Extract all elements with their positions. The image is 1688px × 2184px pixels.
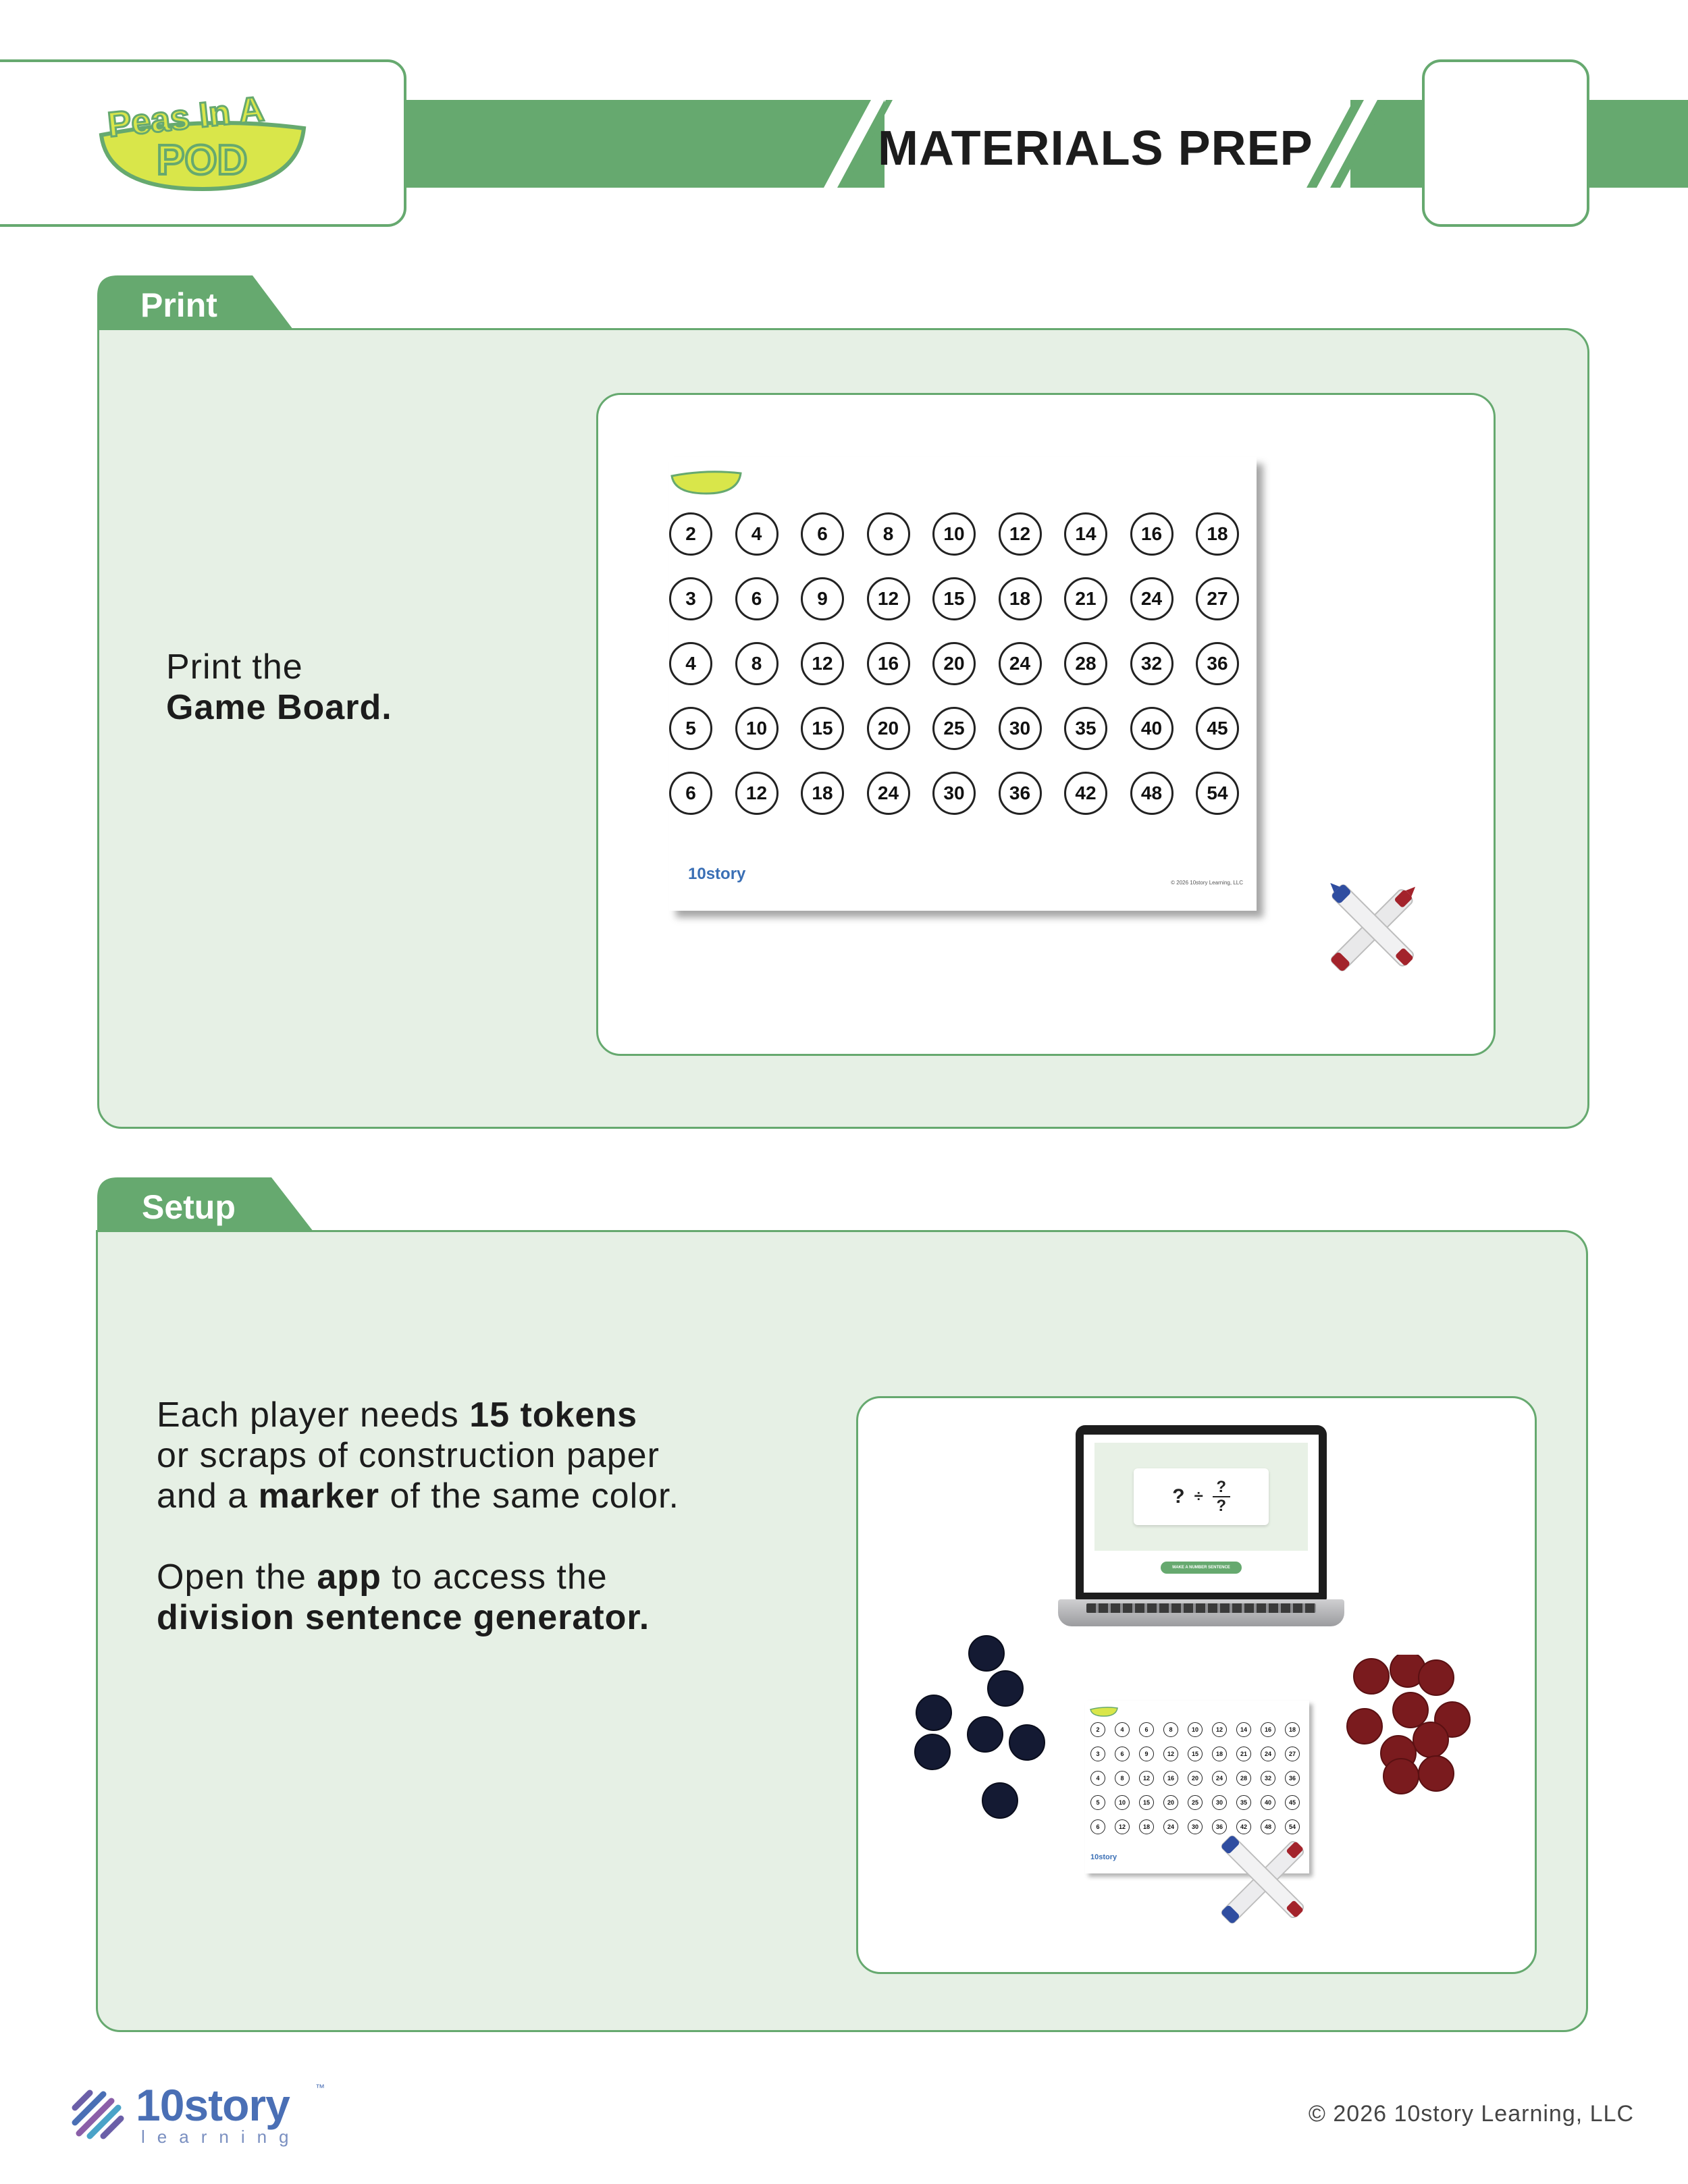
board-cell: 8 <box>867 512 910 556</box>
logo-text-bottom: POD <box>157 137 248 184</box>
footer-brand: 10story <box>136 2080 290 2130</box>
board-cell: 10 <box>1188 1722 1203 1737</box>
make-sentence-button[interactable]: MAKE A NUMBER SENTENCE <box>1161 1562 1242 1574</box>
board-cell: 12 <box>801 642 844 685</box>
print-instructions <box>166 647 504 728</box>
footer-brand-tm: ™ <box>315 2082 325 2093</box>
board-logo <box>669 461 743 495</box>
board-cell: 21 <box>1064 577 1107 620</box>
board-cell: 16 <box>1163 1771 1178 1786</box>
board-cell: 24 <box>1212 1771 1227 1786</box>
p2-bold-generator: division sentence generator. <box>157 1598 650 1637</box>
board-cell: 28 <box>1236 1771 1251 1786</box>
board-cell: 35 <box>1064 707 1107 750</box>
board-cell: 9 <box>801 577 844 620</box>
navy-token <box>1009 1725 1045 1760</box>
board-cell: 20 <box>867 707 910 750</box>
board-cell: 24 <box>1261 1747 1275 1761</box>
print-line2: Game Board. <box>166 688 392 727</box>
board-cell: 18 <box>801 772 844 815</box>
board-cell: 40 <box>1261 1795 1275 1810</box>
p1-bold-marker: marker <box>258 1476 380 1516</box>
setup-paragraph-1 <box>157 1395 683 1516</box>
board-cell: 48 <box>1261 1819 1275 1834</box>
board-cell: 24 <box>867 772 910 815</box>
board-cell: 4 <box>1090 1771 1105 1786</box>
board-cell: 30 <box>999 707 1042 750</box>
red-token <box>1393 1693 1428 1728</box>
p2-a: Open the <box>157 1557 317 1597</box>
laptop <box>1076 1425 1339 1641</box>
laptop-keyboard <box>1086 1603 1316 1613</box>
board-cell: 48 <box>1130 772 1173 815</box>
board-cell: 3 <box>1090 1747 1105 1761</box>
red-token <box>1354 1659 1389 1694</box>
board-cell: 35 <box>1236 1795 1251 1810</box>
board-cell: 4 <box>669 642 712 685</box>
screen-panel <box>1094 1443 1308 1551</box>
board-cell: 14 <box>1236 1722 1251 1737</box>
laptop-screen <box>1084 1435 1319 1593</box>
board-cell: 4 <box>735 512 779 556</box>
board-cell: 24 <box>999 642 1042 685</box>
board-cell: 18 <box>999 577 1042 620</box>
board-cell: 32 <box>1261 1771 1275 1786</box>
board-cell: 16 <box>1261 1722 1275 1737</box>
p1-bold-tokens: 15 tokens <box>469 1395 638 1435</box>
board-cell: 8 <box>1115 1771 1130 1786</box>
board-cell: 6 <box>735 577 779 620</box>
board-cell: 9 <box>1139 1747 1154 1761</box>
board-cell: 8 <box>1163 1722 1178 1737</box>
board-cell: 36 <box>1212 1819 1227 1834</box>
board-cell: 20 <box>1188 1771 1203 1786</box>
board-cell: 6 <box>1115 1747 1130 1761</box>
board-cell: 15 <box>801 707 844 750</box>
board-cell: 18 <box>1139 1819 1154 1834</box>
board-cell: 10 <box>735 707 779 750</box>
board-copyright: © 2026 10story Learning, LLC <box>1171 880 1243 886</box>
navy-token <box>988 1671 1023 1706</box>
board-cell: 12 <box>1115 1819 1130 1834</box>
p1-b: or scraps of construction paper and a <box>157 1436 660 1516</box>
board-cell: 25 <box>1188 1795 1203 1810</box>
board-cell: 15 <box>1139 1795 1154 1810</box>
board-cell: 28 <box>1064 642 1107 685</box>
board-cell: 20 <box>932 642 976 685</box>
board-cell: 6 <box>1139 1722 1154 1737</box>
board-cell: 54 <box>1285 1819 1300 1834</box>
board-cell: 12 <box>1163 1747 1178 1761</box>
board-cell: 6 <box>801 512 844 556</box>
board-cell: 18 <box>1285 1722 1300 1737</box>
board-cell: 14 <box>1064 512 1107 556</box>
board-cell: 30 <box>1212 1795 1227 1810</box>
footer-logo-mark <box>71 2087 129 2141</box>
board-cell: 20 <box>1163 1795 1178 1810</box>
red-token <box>1419 1756 1454 1791</box>
board-cell: 10 <box>1115 1795 1130 1810</box>
setup-instructions <box>157 1395 683 1638</box>
board-cell: 6 <box>669 772 712 815</box>
peas-in-a-pod-logo <box>95 88 311 196</box>
p2-bold-app: app <box>317 1557 381 1597</box>
p1-a: Each player needs <box>157 1395 470 1435</box>
board-cell: 16 <box>867 642 910 685</box>
board-cell: 18 <box>1196 512 1239 556</box>
division-card <box>1134 1468 1269 1525</box>
header-empty-box <box>1422 59 1589 227</box>
board-cell: 10 <box>932 512 976 556</box>
footer-brand-sub: learning <box>141 2127 301 2147</box>
board-cell: 40 <box>1130 707 1173 750</box>
board-cell: 8 <box>735 642 779 685</box>
board-cell: 18 <box>1212 1747 1227 1761</box>
crossed-markers <box>1307 861 1442 996</box>
board-cell: 5 <box>1090 1795 1105 1810</box>
print-image-card <box>596 393 1496 1056</box>
board-footer-logo: 10story <box>688 865 746 883</box>
board-cell: 21 <box>1236 1747 1251 1761</box>
board-cell: 12 <box>1139 1771 1154 1786</box>
setup-image-card <box>856 1396 1537 1974</box>
board-cell: 2 <box>669 512 712 556</box>
game-board-sheet <box>669 457 1257 911</box>
board-cell: 45 <box>1285 1795 1300 1810</box>
board-cell: 3 <box>669 577 712 620</box>
footer-copyright: © 2026 10story Learning, LLC <box>1308 2101 1634 2127</box>
game-board-grid <box>669 512 1239 815</box>
board-cell: 42 <box>1236 1819 1251 1834</box>
setup-tab-label: Setup <box>142 1188 236 1226</box>
board-cell: 30 <box>932 772 976 815</box>
dividend: ? <box>1172 1485 1185 1508</box>
laptop-base <box>1058 1599 1344 1626</box>
board-cell: 36 <box>999 772 1042 815</box>
board-cell: 30 <box>1188 1819 1203 1834</box>
print-tab-label: Print <box>140 286 217 324</box>
board-cell: 25 <box>932 707 976 750</box>
red-tokens <box>1331 1655 1506 1857</box>
board-cell: 15 <box>932 577 976 620</box>
board-cell: 36 <box>1196 642 1239 685</box>
divide-sign: ÷ <box>1194 1487 1203 1506</box>
board-cell: 45 <box>1196 707 1239 750</box>
board-cell: 24 <box>1130 577 1173 620</box>
numerator: ? <box>1216 1478 1227 1496</box>
board-cell: 27 <box>1196 577 1239 620</box>
board-cell: 36 <box>1285 1771 1300 1786</box>
setup-paragraph-2 <box>157 1557 683 1638</box>
board-cell: 12 <box>1212 1722 1227 1737</box>
small-board-logo <box>1089 1703 1119 1717</box>
board-cell: 27 <box>1285 1747 1300 1761</box>
red-token <box>1413 1722 1448 1757</box>
logo-text-top: Peas In A <box>105 89 266 145</box>
board-cell: 12 <box>999 512 1042 556</box>
fraction <box>1213 1479 1230 1515</box>
p2-b: to access the <box>381 1557 608 1597</box>
denominator: ? <box>1216 1497 1227 1515</box>
board-cell: 12 <box>735 772 779 815</box>
red-token <box>1347 1709 1382 1744</box>
footer-logo <box>71 2079 341 2147</box>
board-cell: 5 <box>669 707 712 750</box>
p1-c: of the same color. <box>379 1476 679 1516</box>
board-cell: 42 <box>1064 772 1107 815</box>
print-line1: Print the <box>166 647 303 687</box>
navy-token <box>968 1717 1003 1752</box>
red-token <box>1419 1660 1454 1695</box>
board-cell: 4 <box>1115 1722 1130 1737</box>
board-cell: 24 <box>1163 1819 1178 1834</box>
small-board-footer-logo: 10story <box>1090 1853 1117 1861</box>
laptop-screen-frame <box>1076 1425 1327 1601</box>
board-cell: 32 <box>1130 642 1173 685</box>
board-cell: 6 <box>1090 1819 1105 1834</box>
board-cell: 16 <box>1130 512 1173 556</box>
board-cell: 12 <box>867 577 910 620</box>
page-title: MATERIALS PREP <box>878 122 1313 176</box>
navy-token <box>982 1783 1018 1818</box>
navy-token <box>916 1695 951 1730</box>
board-cell: 15 <box>1188 1747 1203 1761</box>
navy-token <box>915 1734 950 1769</box>
navy-token <box>969 1636 1004 1671</box>
board-cell: 54 <box>1196 772 1239 815</box>
red-token <box>1383 1759 1419 1794</box>
navy-tokens <box>885 1634 1067 1850</box>
setup-crossed-markers <box>1201 1815 1329 1944</box>
board-cell: 2 <box>1090 1722 1105 1737</box>
